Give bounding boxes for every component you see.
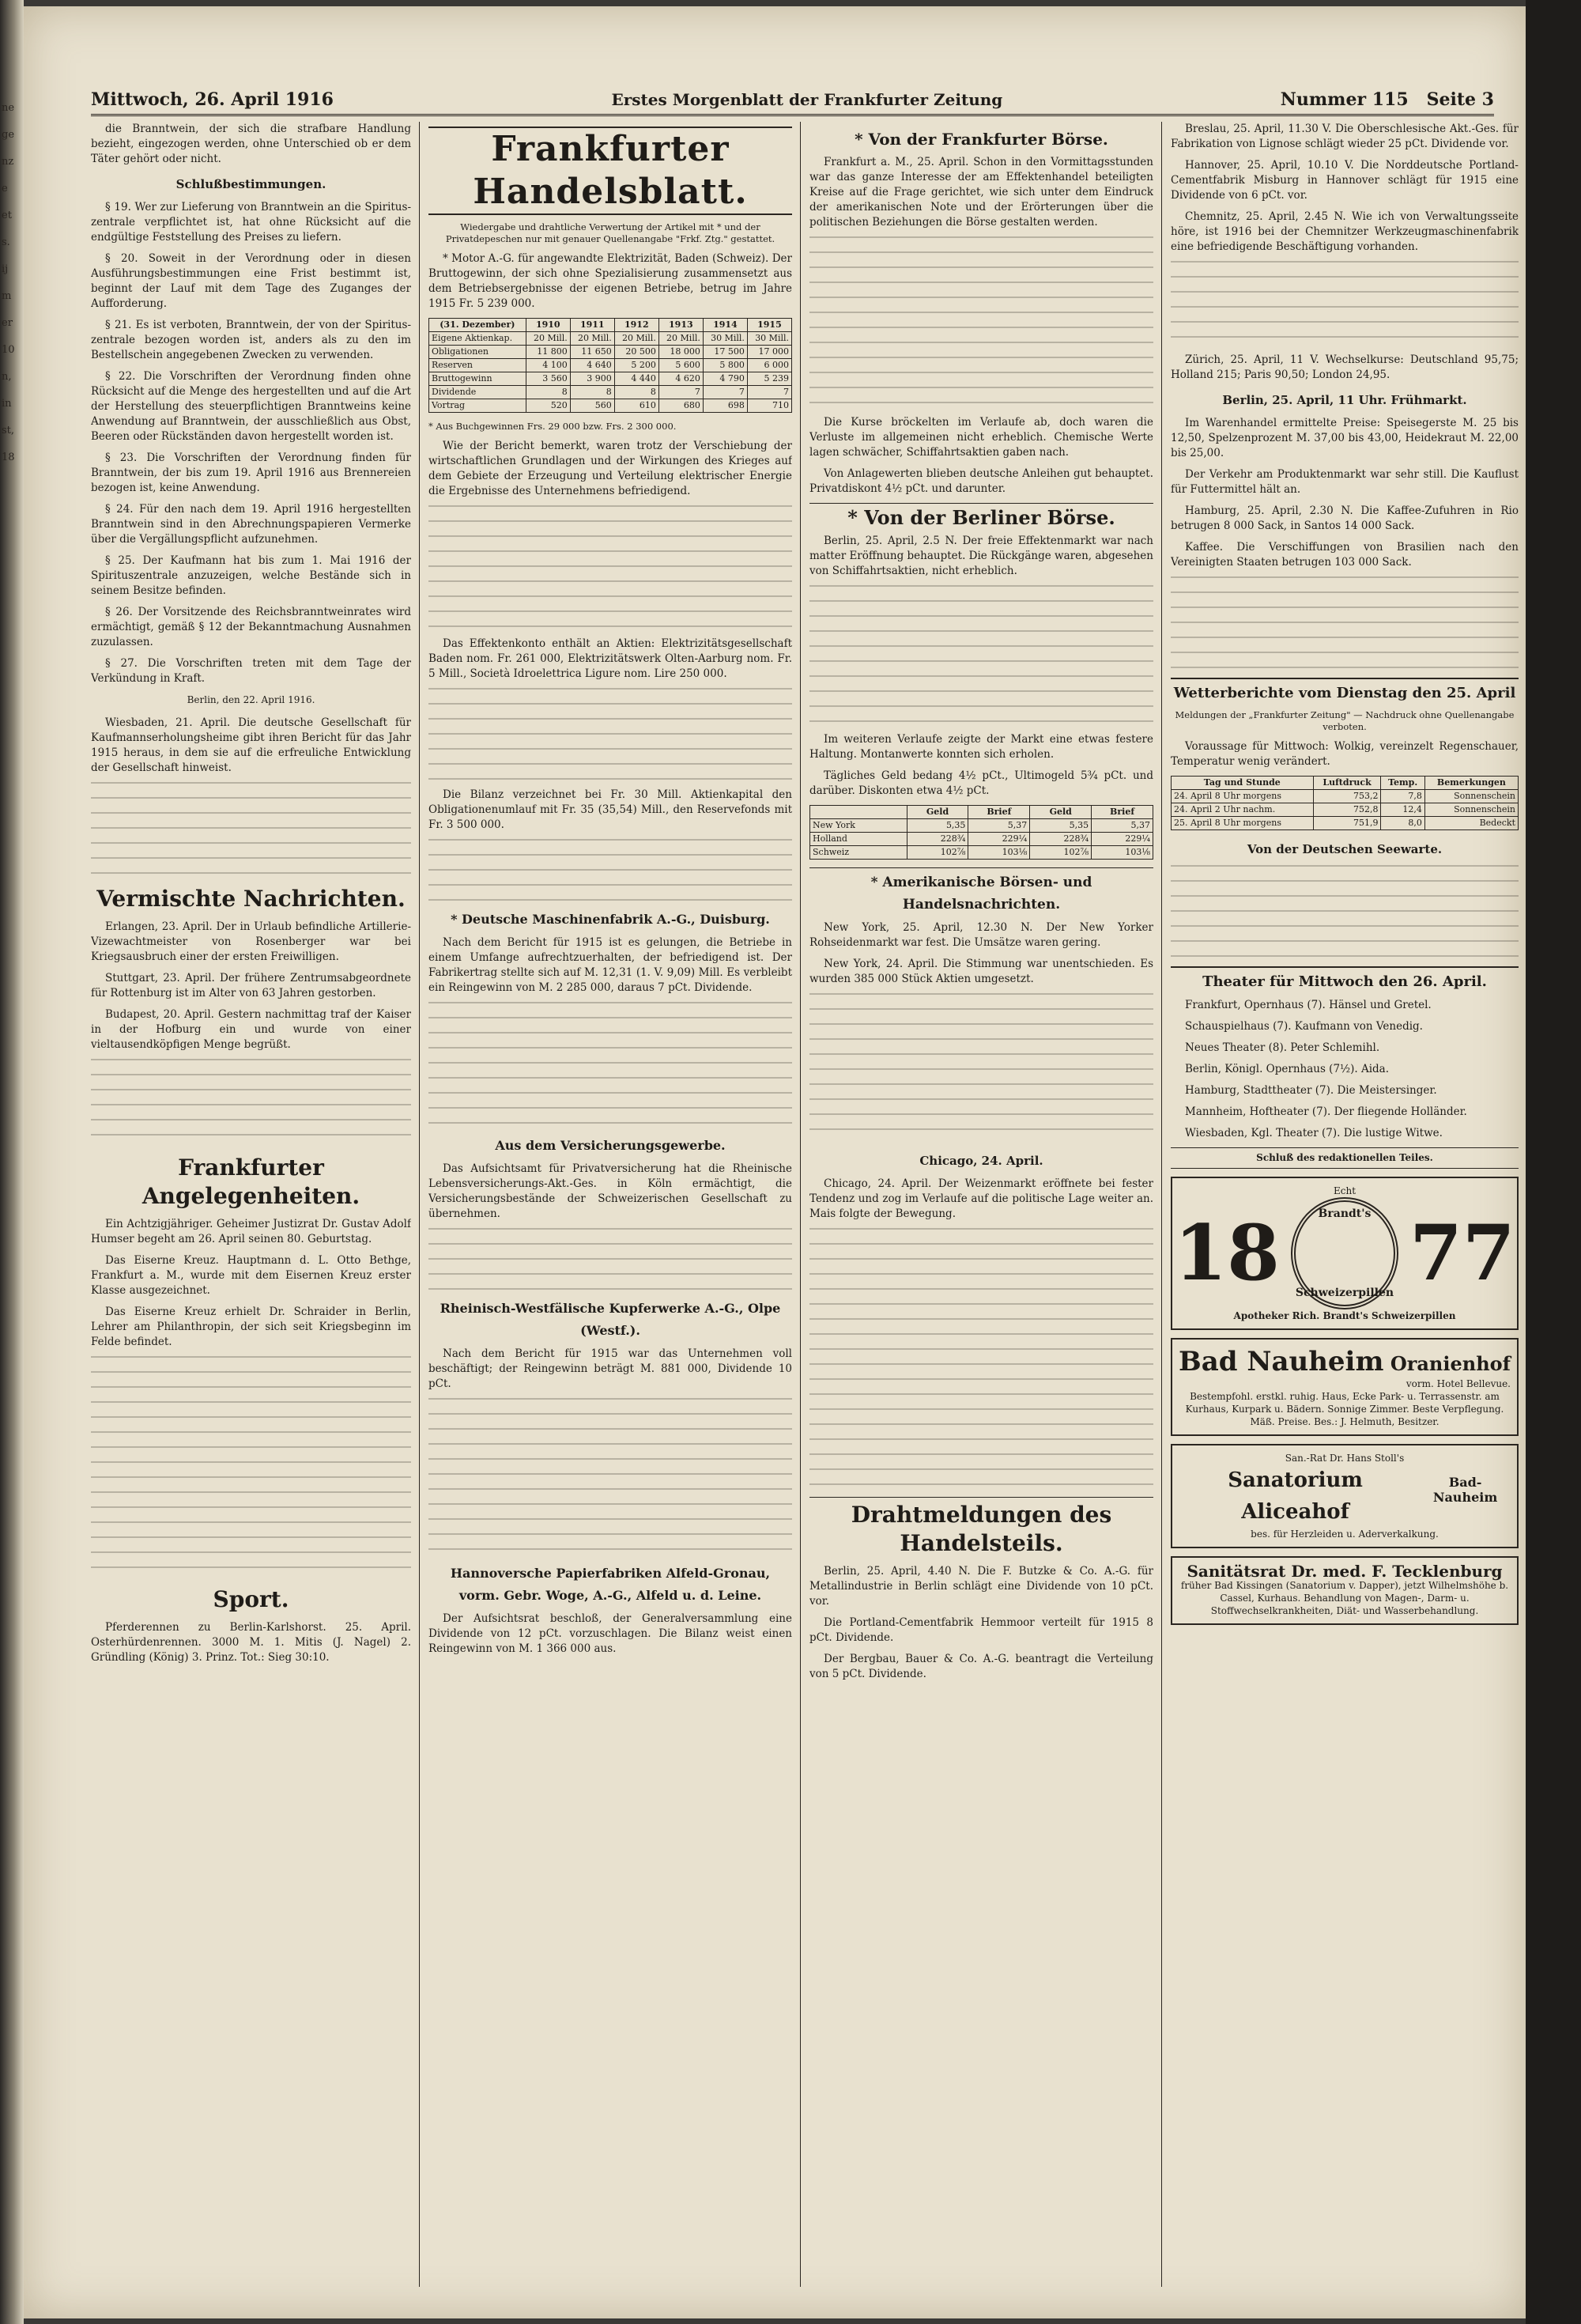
para: Chemnitz, 25. April, 2.45 N. Wie ich von Verwaltungsseite höre, ist 1916 bei der Chemnitzer Werkzeugmaschinenfabrik eine befriedigende Beschäftigung vorhanden. [1171, 210, 1519, 253]
para: Breslau, 25. April, 11.30 V. Die Oberschlesische Akt.-Ges. für Fabrikation von Lignose schlägt wieder 25 pCt. Dividende vor. [1171, 123, 1519, 150]
table-header: 1912 [614, 319, 658, 332]
para: § 21. Es ist verboten, Branntwein, der von der Spirituszentrale bezogen worden ist, anders als zu den im Bestellschein angegebenen Zwecken zu verwenden. [91, 319, 411, 361]
theater-item: Frankfurt, Opernhaus (7). Hänsel und Gretel. [1185, 999, 1432, 1011]
para: Das Effektenkonto enthält an Aktien: Elektrizitätsgesellschaft Baden nom. Fr. 261 000, Elektrizitätswerk Olten-Aarburg nom. Fr. 5 Mill., Società Idroelettrica Ligure nom. Lire 250 000. [428, 637, 792, 680]
table-cell: 5,35 [1030, 819, 1092, 833]
para: § 23. Die Vorschriften der Verordnung finden für Branntwein, der bis zum 19. April 1916 aus Brennereien bezogen ist, keine Anwendung. [91, 452, 411, 494]
table-row [1172, 817, 1519, 830]
para: Nach dem Bericht für 1915 war das Unternehmen voll beschäftigt; der Reingewinn beträgt M. 881 000, Dividende 10 pCt. [428, 1347, 792, 1390]
para: New York, 24. April. Die Stimmung war unentschieden. Es wurden 385 000 Stück Aktien umgesetzt. [809, 958, 1153, 985]
issue-number: Nummer 115 [1280, 89, 1409, 110]
table-cell: 20 500 [614, 346, 658, 359]
item-title: * Deutsche Maschinenfabrik A.-G., Duisburg. [451, 912, 770, 927]
table-cell: 5,35 [907, 819, 968, 833]
para: Der Bergbau, Bauer & Co. A.-G. beantragt die Verteilung von 5 pCt. Dividende. [809, 1653, 1153, 1680]
table-header-row [810, 806, 1153, 819]
table-cell: 751,9 [1313, 817, 1381, 830]
table-row [429, 386, 792, 399]
table-cell: 610 [614, 399, 658, 413]
table-cell: Eigene Aktienkap. [429, 332, 526, 346]
motor-ag-table [428, 318, 792, 413]
para: Nach dem Bericht für 1915 ist es gelungen, die Betriebe in einem Umfange aufrechtzuerhalten, der befriedigend ist. Der Fabrikertrag stellte sich auf M. 12,31 (1. V. 9,09) Mill. Es verbleibt ein Reingewinn von M. 2 285 000, daraus 7 pCt. Dividende. [428, 936, 792, 994]
para: § 24. Für den nach dem 19. April 1916 hergestellten Branntwein sind in den Abrechnungspapieren Vermerke über die Vergällungspflicht aufzunehmen. [91, 503, 411, 546]
weather-title: Wetterberichte vom Dienstag den 25. April [1171, 678, 1519, 705]
table-cell: 102⅞ [907, 846, 968, 860]
table-cell: 5 600 [658, 359, 703, 372]
fx-table [809, 805, 1153, 860]
table-cell: Obligationen [429, 346, 526, 359]
table-cell: 228¾ [1030, 833, 1092, 846]
table-row [810, 833, 1153, 846]
table-cell: 753,2 [1313, 790, 1381, 803]
ad-text: Bestempfohl. erstkl. ruhig. Haus, Ecke Park- u. Terrassenstr. am Kurhaus, Kurpark u. Bädern. Sonnige Zimmer. Beste Verpflegung. Mäß. Preise. Bes.: J. Helmuth, Besitzer. [1185, 1391, 1504, 1427]
table-cell: 5,37 [1092, 819, 1153, 833]
ad-title: Bad Nauheim [1179, 1346, 1384, 1377]
table-cell: 25. April 8 Uhr morgens [1172, 817, 1314, 830]
cross-seal-icon [1291, 1197, 1398, 1309]
para: Die Bilanz verzeichnet bei Fr. 30 Mill. Aktienkapital den Obligationenumlauf mit Fr. 35 (35,54) Mill., den Reservefonds mit Fr. 3 500 000. [428, 788, 792, 831]
table-cell: 17 000 [747, 346, 791, 359]
table-row [810, 819, 1153, 833]
table-cell: 3 560 [526, 372, 570, 386]
table-row [429, 399, 792, 413]
text-block [809, 236, 1153, 410]
text-block [428, 1398, 792, 1556]
table-cell: 11 800 [526, 346, 570, 359]
item-title: Rheinisch-Westfälische Kupferwerke A.-G., Olpe (Westf.). [440, 1301, 781, 1338]
para: Die Portland-Cementfabrik Hemmoor verteilt für 1915 8 pCt. Dividende. [809, 1616, 1153, 1644]
table-cell: New York [810, 819, 907, 833]
text-block [428, 688, 792, 783]
ad-bad-nauheim [1171, 1338, 1519, 1436]
table-cell: 5,37 [968, 819, 1030, 833]
column-3 [809, 122, 1153, 2287]
table-cell: Bruttogewinn [429, 372, 526, 386]
ad-sub: bes. für Herzleiden u. Aderverkalkung. [1251, 1529, 1439, 1540]
text-block [428, 1228, 792, 1291]
para: New York, 25. April, 12.30 N. Der New Yorker Rohseidenmarkt war fest. Die Umsätze waren gering. [809, 921, 1153, 949]
weather-table [1171, 776, 1519, 830]
heading-vermischte: Vermischte Nachrichten. [96, 886, 406, 912]
text-block [91, 1059, 411, 1146]
para: Das Aufsichtsamt für Privatversicherung hat die Rheinische Lebensversicherungs-Akt.-Ges. in Köln ermächtigt, die Versicherungsbestände der Schweizerischen Gesellschaft zu übernehmen. [428, 1162, 792, 1220]
table-cell: 103⅛ [1092, 846, 1153, 860]
ad-top: San.-Rat Dr. Hans Stoll's [1285, 1453, 1405, 1464]
ad-sanatorium [1171, 1444, 1519, 1548]
table-cell: 5 239 [747, 372, 791, 386]
zurich-para: Zürich, 25. April, 11 V. Wechselkurse: Deutschland 95,75; Holland 215; Paris 90,50; London 24,95. [1171, 353, 1519, 381]
column-rule [419, 122, 420, 2287]
text-block [91, 1356, 411, 1578]
table-row [1172, 803, 1519, 817]
para: Von Anlagewerten blieben deutsche Anleihen gut behauptet. Privatdiskont 4½ pCt. und darunter. [809, 467, 1153, 495]
table-cell: 30 Mill. [703, 332, 747, 346]
chicago-title: Chicago, 24. April. [919, 1154, 1043, 1168]
table-cell: 24. April 8 Uhr morgens [1172, 790, 1314, 803]
item-title: Hannoversche Papierfabriken Alfeld-Gronau, vorm. Gebr. Woge, A.-G., Alfeld u. d. Leine. [450, 1566, 771, 1603]
text-block [809, 585, 1153, 727]
table-cell: 17 500 [703, 346, 747, 359]
masthead-paper: Erstes Morgenblatt der Frankfurter Zeitung [611, 90, 1003, 109]
table-row [1172, 790, 1519, 803]
table-cell: 20 Mill. [570, 332, 614, 346]
para: Die Kurse bröckelten im Verlaufe ab, doch waren die Verluste im allgemeinen nicht erheblich. Chemische Werte lagen schwächer, Schiffahrtsaktien gaben nach. [809, 416, 1153, 459]
seal-text: Brandt's Schweizerpillen [1295, 1207, 1394, 1299]
frankfurt-boerse-title: * Von der Frankfurter Börse. [855, 130, 1108, 149]
para: Im weiteren Verlaufe zeigte der Markt eine etwas festere Haltung. Montanwerte konnten sich erholen. [809, 733, 1153, 761]
para: Frankfurt a. M., 25. April. Schon in den Vormittagsstunden war das ganze Interesse der am Effektenhandel beteiligten Kreise auf die Frage gerichtet, wie sich unter dem Eindruck der amerikanischen Note und der Erörterungen über die politischen Beziehungen die Börse gestalten werden. [809, 156, 1153, 229]
theater-title: Theater für Mittwoch den 26. April. [1171, 966, 1519, 993]
table-cell: 680 [658, 399, 703, 413]
column-4 [1171, 122, 1519, 2287]
table-cell: 8,0 [1381, 817, 1424, 830]
table-cell: Sonnenschein [1424, 803, 1518, 817]
theater-item: Hamburg, Stadttheater (7). Die Meistersinger. [1185, 1084, 1437, 1097]
table-header: Luftdruck [1313, 777, 1381, 790]
table-cell: 710 [747, 399, 791, 413]
weather-forecast: Voraussage für Mittwoch: Wolkig, vereinzelt Regenschauer, Temperatur wenig verändert. [1171, 740, 1519, 768]
table-cell: 6 000 [747, 359, 791, 372]
table-cell: 7 [703, 386, 747, 399]
table-header: Temp. [1381, 777, 1424, 790]
text-block [428, 839, 792, 902]
item-title: Aus dem Versicherungsgewerbe. [495, 1138, 726, 1153]
table-header [810, 806, 907, 819]
wiesbaden-para: Wiesbaden, 21. April. Die deutsche Gesellschaft für Kaufmannserholungsheime gibt ihren Bericht für das Jahr 1915 heraus, in dem sie auf die erfreuliche Entwicklung der Gesellschaft hinweist. [91, 716, 411, 774]
theater-item: Berlin, Königl. Opernhaus (7½). Aida. [1185, 1063, 1390, 1075]
section-heading: Schlußbestimmungen. [175, 177, 326, 191]
table-cell: 24. April 2 Uhr nachm. [1172, 803, 1314, 817]
table-cell: 7 [747, 386, 791, 399]
table-cell: 228¾ [907, 833, 968, 846]
table-cell: Vortrag [429, 399, 526, 413]
ad-schweizerpillen [1171, 1177, 1519, 1330]
theater-item: Mannheim, Hoftheater (7). Der fliegende Holländer. [1185, 1105, 1467, 1118]
para: Wie der Bericht bemerkt, waren trotz der Verschiebung der wirtschaftlichen Grundlagen und der Wirkungen des Krieges auf dem Gebiete der Erzeugung und Verteilung elektrischer Energie die Ergebnisse des Unternehmens befriedigend. [428, 440, 792, 497]
table-header-row [429, 319, 792, 332]
masthead [91, 85, 1494, 116]
table-cell: 560 [570, 399, 614, 413]
seewarte-title: Von der Deutschen Seewarte. [1247, 842, 1443, 856]
table-row [429, 359, 792, 372]
ad-number-left: 18 [1174, 1208, 1280, 1298]
table-cell: 11 650 [570, 346, 614, 359]
table-note: * Aus Buchgewinnen Frs. 29 000 bzw. Frs. 2 300 000. [428, 421, 677, 432]
table-header: Geld [907, 806, 968, 819]
text-block [1171, 576, 1519, 671]
text-block [428, 1002, 792, 1128]
table-cell: 5 800 [703, 359, 747, 372]
ad-number-right: 77 [1409, 1208, 1515, 1298]
table-cell: 5 200 [614, 359, 658, 372]
table-cell: 4 790 [703, 372, 747, 386]
handelsblatt-title: Frankfurter Handelsblatt. [428, 127, 792, 215]
lead-text: die Branntwein, der sich die strafbare Handlung bezieht, eingezogen werden, ohne Unterschied ob er dem Täter gehört oder nicht. [91, 123, 411, 165]
table-cell: 103⅛ [968, 846, 1030, 860]
newspaper-page [24, 6, 1526, 2318]
para: § 20. Soweit in der Verordnung oder in diesen Ausführungsbestimmungen eine Frist bestimmt ist, beginnt der Lauf mit dem Tage des Zuganges der Aufforderung. [91, 252, 411, 310]
table-header: Tag und Stunde [1172, 777, 1314, 790]
table-cell: 8 [526, 386, 570, 399]
table-row [429, 346, 792, 359]
para: Chicago, 24. April. Der Weizenmarkt eröffnete bei fester Tendenz und zog im Verlaufe auf die politische Lage weiter an. Mais folgte der Bewegung. [809, 1177, 1153, 1220]
para: Kaffee. Die Verschiffungen von Brasilien nach den Vereinigten Staaten betrugen 103 000 Sack. [1171, 541, 1519, 569]
table-cell: 4 620 [658, 372, 703, 386]
theater-item: Wiesbaden, Kgl. Theater (7). Die lustige Witwe. [1185, 1127, 1443, 1139]
para: § 26. Der Vorsitzende des Reichsbranntweinrates wird ermächtigt, gemäß § 12 der Bekanntmachung Ausnahmen zuzulassen. [91, 606, 411, 648]
table-header: 1911 [570, 319, 614, 332]
theater-item: Schauspielhaus (7). Kaufmann von Venedig. [1185, 1020, 1423, 1033]
table-cell: 520 [526, 399, 570, 413]
berlin-boerse-title: * Von der Berliner Börse. [809, 503, 1153, 529]
heading-frankfurter: Frankfurter Angelegenheiten. [141, 1154, 360, 1209]
table-cell: 752,8 [1313, 803, 1381, 817]
amerika-title: * Amerikanische Börsen- und Handelsnachrichten. [809, 867, 1153, 916]
para: Berlin, 25. April, 2.5 N. Der freie Effektenmarkt war nach matter Eröffnung behauptet. Die Rückgänge waren, abgesehen von Schiffahrtsaktien, nicht erheblich. [809, 535, 1153, 577]
text-block [809, 993, 1153, 1143]
local-item: Ein Achtzigjähriger. Geheimer Justizrat Dr. Gustav Adolf Humser begeht am 26. April seinen 80. Geburtstag. [91, 1218, 411, 1245]
misc-item: Erlangen, 23. April. Der in Urlaub befindliche ArtillerieVizewachtmeister von Rosenberger war bei Kriegsausbruch einer der ersten Freiwilligen. [91, 920, 411, 963]
para: § 22. Die Vorschriften der Verordnung finden ohne Rücksicht auf die Menge des hergestellten und auf die Art der Herstellung des steuerpflichtigen Branntweins keine Anwendung auf Branntwein, der ausschließlich aus Obst, Beeren oder Rückständen davon hergestellt worden ist. [91, 370, 411, 443]
markets-title: Berlin, 25. April, 11 Uhr. Frühmarkt. [1222, 393, 1467, 407]
table-header: 1914 [703, 319, 747, 332]
table-cell: 30 Mill. [747, 332, 791, 346]
ad-seal [1174, 1197, 1515, 1309]
table-row [810, 846, 1153, 860]
para: * Motor A.-G. für angewandte Elektrizität, Baden (Schweiz). Der Bruttogewinn, der sich ohne Spezialisierung zusammensetzt aus dem Betriebsergebnisse der eigenen Betriebe, betrug im Jahre 1915 Fr. 5 239 000. [428, 252, 792, 310]
table-header: 1915 [747, 319, 791, 332]
column-2 [428, 122, 792, 2287]
ad-caption: Apotheker Rich. Brandt's Schweizerpillen [1233, 1310, 1456, 1321]
table-cell: 20 Mill. [526, 332, 570, 346]
table-header-row [1172, 777, 1519, 790]
ad-text: früher Bad Kissingen (Sanatorium v. Dapper), jetzt Wilhelmshöhe b. Cassel, Kurhaus. Behandlung von Magen-, Darm- u. Stoffwechselkrankheiten, Diät- und Wasserbehandlung. [1180, 1580, 1509, 1616]
ad-hotel: Oranienhof [1390, 1352, 1511, 1375]
table-header: Brief [1092, 806, 1153, 819]
table-cell: 20 Mill. [658, 332, 703, 346]
ad-tecklenburg [1171, 1556, 1519, 1625]
table-cell: 20 Mill. [614, 332, 658, 346]
signoff: Berlin, den 22. April 1916. [187, 694, 315, 705]
table-row [429, 372, 792, 386]
table-cell: 7,8 [1381, 790, 1424, 803]
table-cell: Schweiz [810, 846, 907, 860]
table-cell: Sonnenschein [1424, 790, 1518, 803]
heading-sport: Sport. [213, 1586, 289, 1612]
masthead-date: Mittwoch, 26. April 1916 [91, 89, 334, 110]
table-cell: 102⅞ [1030, 846, 1092, 860]
table-header: 1910 [526, 319, 570, 332]
table-header: Bemerkungen [1424, 777, 1518, 790]
para: § 19. Wer zur Lieferung von Branntwein an die Spirituszentrale verpflichtet ist, hat ohne Rücksicht auf die endgültige Feststellung des Preises zu liefern. [91, 201, 411, 244]
misc-item: Stuttgart, 23. April. Der frühere Zentrumsabgeordnete für Rottenburg ist im Alter von 63 Jahren gestorben. [91, 972, 411, 1000]
station-table [1171, 865, 1519, 960]
ad-title: Sanatorium Aliceahof [1228, 1468, 1363, 1524]
table-cell: Dividende [429, 386, 526, 399]
local-item: Das Eiserne Kreuz. Hauptmann d. L. Otto Bethge, Frankfurt a. M., wurde mit dem Eisernen Kreuz erster Klasse ausgezeichnet. [91, 1254, 411, 1297]
handelsblatt-subtitle: Wiedergabe und drahtliche Verwertung der Artikel mit * und der Privatdepeschen nur mit genauer Quellenangabe "Frkf. Ztg." gestattet. [445, 221, 775, 244]
sport-item: Pferderennen zu Berlin-Karlshorst. 25. April. Osterhürdenrennen. 3000 M. 1. Mitis (J. Nagel) 2. Gründling (König) 3. Prinz. Tot.: Sieg 30:10. [91, 1621, 411, 1664]
para: § 27. Die Vorschriften treten mit dem Tage der Verkündung in Kraft. [91, 657, 411, 685]
table-header: Brief [968, 806, 1030, 819]
para: Der Verkehr am Produktenmarkt war sehr still. Die Kauflust für Futtermittel hält an. [1171, 468, 1519, 496]
ad-place: Bad-Nauheim [1432, 1475, 1498, 1505]
table-cell: 12,4 [1381, 803, 1424, 817]
para: Der Aufsichtsrat beschloß, der Generalversammlung eine Dividende von 12 pCt. vorzuschlagen. Die Bilanz weist einen Reingewinn von M. 1 366 000 aus. [428, 1612, 792, 1655]
para: Hannover, 25. April, 10.10 V. Die Norddeutsche Portland-Cementfabrik Misburg in Hannover schlägt für 1915 eine Dividende von 6 pCt. vor. [1171, 159, 1519, 202]
para: Tägliches Geld bedang 4½ pCt., Ultimogeld 5¾ pCt. und darüber. Diskonten etwa 4½ pCt. [809, 769, 1153, 797]
column-rule [1161, 122, 1162, 2287]
table-header: 1913 [658, 319, 703, 332]
table-cell: 18 000 [658, 346, 703, 359]
page-edge [1526, 0, 1581, 2324]
table-cell: 8 [570, 386, 614, 399]
para: Berlin, 25. April, 4.40 N. Die F. Butzke & Co. A.-G. für Metallindustrie in Berlin schlägt eine Dividende von 10 pCt. vor. [809, 1565, 1153, 1608]
ad-top: Echt [1333, 1185, 1356, 1196]
table-cell: 4 640 [570, 359, 614, 372]
table-cell: 698 [703, 399, 747, 413]
weather-subtitle: Meldungen der „Frankfurter Zeitung" — Nachdruck ohne Quellenangabe verboten. [1175, 709, 1515, 732]
local-item: Das Eiserne Kreuz erhielt Dr. Schraider in Berlin, Lehrer am Philanthropin, der sich seit Kriegsbeginn im Felde befindet. [91, 1306, 411, 1348]
page-number: Seite 3 [1426, 89, 1494, 110]
table-cell: Holland [810, 833, 907, 846]
para: Im Warenhandel ermittelte Preise: Speisegerste M. 25 bis 12,50, Spelzenprozent M. 37,00 bis 43,00, Heidekraut M. 22,00 bis 25,00. [1171, 417, 1519, 459]
table-header: (31. Dezember) [429, 319, 526, 332]
masthead-number-page [1281, 89, 1494, 110]
table-row [429, 332, 792, 346]
end-note: Schluß des redaktionellen Teiles. [1171, 1147, 1519, 1169]
table-cell: 7 [658, 386, 703, 399]
column-1 [91, 122, 411, 2287]
ad-title: Sanitätsrat Dr. med. F. Tecklenburg [1187, 1562, 1503, 1581]
table-cell: 229¼ [968, 833, 1030, 846]
para: § 25. Der Kaufmann hat bis zum 1. Mai 1916 der Spirituszentrale anzuzeigen, welche Bestände sich in seinem Besitze befinden. [91, 554, 411, 597]
column-rule [800, 122, 801, 2287]
text-block [91, 782, 411, 877]
table-header: Geld [1030, 806, 1092, 819]
table-cell: 8 [614, 386, 658, 399]
table-cell: 3 900 [570, 372, 614, 386]
text-block [1171, 261, 1519, 348]
table-cell: 4 100 [526, 359, 570, 372]
table-cell: Bedeckt [1424, 817, 1518, 830]
table-cell: 4 440 [614, 372, 658, 386]
adjacent-page-fragment: ne ge nz e et s. ij m er 10 n, in st, 18 [2, 102, 15, 463]
table-cell: Reserven [429, 359, 526, 372]
para: Hamburg, 25. April, 2.30 N. Die Kaffee-Zufuhren in Rio betrugen 8 000 Sack, in Santos 14 000 Sack. [1171, 504, 1519, 532]
misc-item: Budapest, 20. April. Gestern nachmittag traf der Kaiser in der Hofburg ein und wurde von einer vieltausendköpfigen Menge begrüßt. [91, 1008, 411, 1051]
ad-sub: vorm. Hotel Bellevue. [1406, 1378, 1511, 1389]
table-cell: 229¼ [1092, 833, 1153, 846]
text-block [809, 1228, 1153, 1489]
theater-item: Neues Theater (8). Peter Schlemihl. [1185, 1041, 1380, 1054]
drahtmeldungen-title: Drahtmeldungen des Handelsteils. [809, 1497, 1153, 1558]
text-block [428, 505, 792, 632]
